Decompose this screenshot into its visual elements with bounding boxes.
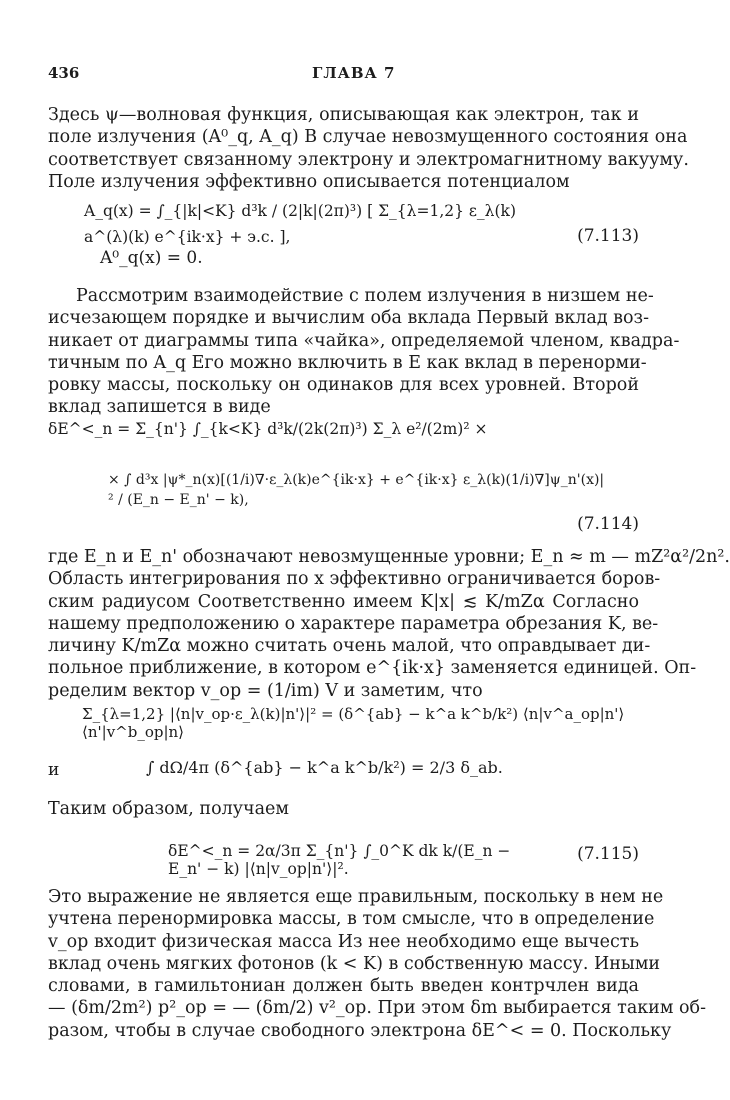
equation-7-113: A_q(x) = ∫_{|k|<K} d³k / (2|k|(2π)³) [ Σ_{λ=1,2} ε_λ(k) a^(λ)(k) e^{ik·x} + э.с. ], xyxy=(84,202,516,246)
text-line: Область интегрирования по x эффективно ограничивается боров- xyxy=(48,569,661,590)
text-line: нашему предположению о характере параметра обрезания K, ве- xyxy=(48,613,659,634)
text-line: вклад запишется в виде xyxy=(48,397,271,418)
text-line: Таким образом, получаем xyxy=(48,799,289,819)
text-line: словами, в гамильтониан должен быть введен контрчлен вида xyxy=(48,976,639,997)
equation-7-114-line1: δE^<_n = Σ_{n'} ∫_{k<K} d³k/(2k(2π)³) Σ_λ e²/(2m)² × xyxy=(48,420,488,438)
text-line: Это выражение не является еще правильным, поскольку в нем не xyxy=(48,887,664,907)
equation-polarization-sum: Σ_{λ=1,2} |⟨n|v_op·ε_λ(k)|n'⟩|² = (δ^{ab} − k^a k^b/k²) ⟨n|v^a_op|n'⟩⟨n'|v^b_op|n⟩ xyxy=(82,705,625,741)
paragraph-2 xyxy=(48,285,680,419)
text-line: Поле излучения эффективно описывается потенциалом xyxy=(48,171,570,192)
equation-7-114-line2: × ∫ d³x |ψ*_n(x)[(1/i)∇·ε_λ(k)e^{ik·x} + e^{ik·x} ε_λ(k)(1/i)∇]ψ_n'(x)|² / (E_n − E_n' − k), xyxy=(108,472,605,508)
equation-number-7-114: (7.114) xyxy=(577,514,639,534)
equation-7-115: δE^<_n = 2α/3π Σ_{n'} ∫_0^K dk k/(E_n − E_n' − k) |⟨n|v_op|n'⟩|². xyxy=(168,842,511,878)
paragraph-5 xyxy=(48,886,707,1042)
text-line: ским радиусом Соответственно имеем K|x| ≲ K/mZα Согласно xyxy=(48,591,639,612)
text-line: Здесь ψ—волновая функция, описывающая как электрон, так и xyxy=(48,105,639,125)
text-line: соответствует связанному электрону и электромагнитному вакууму. xyxy=(48,149,689,170)
conjunction-and: и xyxy=(48,760,60,780)
text-line: тичным по A_q Его можно включить в E как вклад в перенорми- xyxy=(48,352,647,373)
paragraph-3 xyxy=(48,546,730,702)
paragraph-1 xyxy=(48,104,689,193)
page-number: 436 xyxy=(48,64,80,82)
equation-number-7-113: (7.113) xyxy=(577,226,639,246)
text-line: ределим вектор v_op = (1/im) V и заметим, что xyxy=(48,680,483,701)
text-line: поле излучения (A⁰_q, A_q) В случае невозмущенного состояния она xyxy=(48,127,688,148)
text-line: v_op входит физическая масса Из нее необходимо еще вычесть xyxy=(48,931,640,952)
text-line: учтена перенормировка массы, в том смысле, что в определение xyxy=(48,909,655,930)
text-line: польное приближение, в котором e^{ik·x} заменяется единицей. Оп- xyxy=(48,658,697,679)
text-line: Рассмотрим взаимодействие с полем излучения в низшем не- xyxy=(76,286,654,306)
equation-angular-integral: ∫ dΩ/4π (δ^{ab} − k^a k^b/k²) = 2/3 δ_ab. xyxy=(146,758,503,777)
text-line: вклад очень мягких фотонов (k < K) в собственную массу. Иными xyxy=(48,953,661,974)
text-line: исчезающем порядке и вычислим оба вклада Первый вклад воз- xyxy=(48,308,650,329)
text-line: личину K/mZα можно считать очень малой, что оправдывает ди- xyxy=(48,636,651,657)
running-head: ГЛАВА 7 xyxy=(312,64,396,82)
text-line: разом, чтобы в случае свободного электрона δE^< = 0. Поскольку xyxy=(48,1020,672,1041)
text-line: где E_n и E_n' обозначают невозмущенные уровни; E_n ≈ m — mZ²α²/2n². xyxy=(48,547,730,567)
text-line: никает от диаграммы типа «чайка», определяемой членом, квадра- xyxy=(48,330,680,351)
equation-number-7-115: (7.115) xyxy=(577,844,639,864)
equation-7-113-line2: A⁰_q(x) = 0. xyxy=(100,248,203,268)
text-line: ровку массы, поскольку он одинаков для всех уровней. Второй xyxy=(48,375,639,396)
paragraph-4 xyxy=(48,798,639,820)
text-line: — (δm/2m²) p²_op = — (δm/2) v²_op. При этом δm выбирается таким об- xyxy=(48,998,707,1019)
